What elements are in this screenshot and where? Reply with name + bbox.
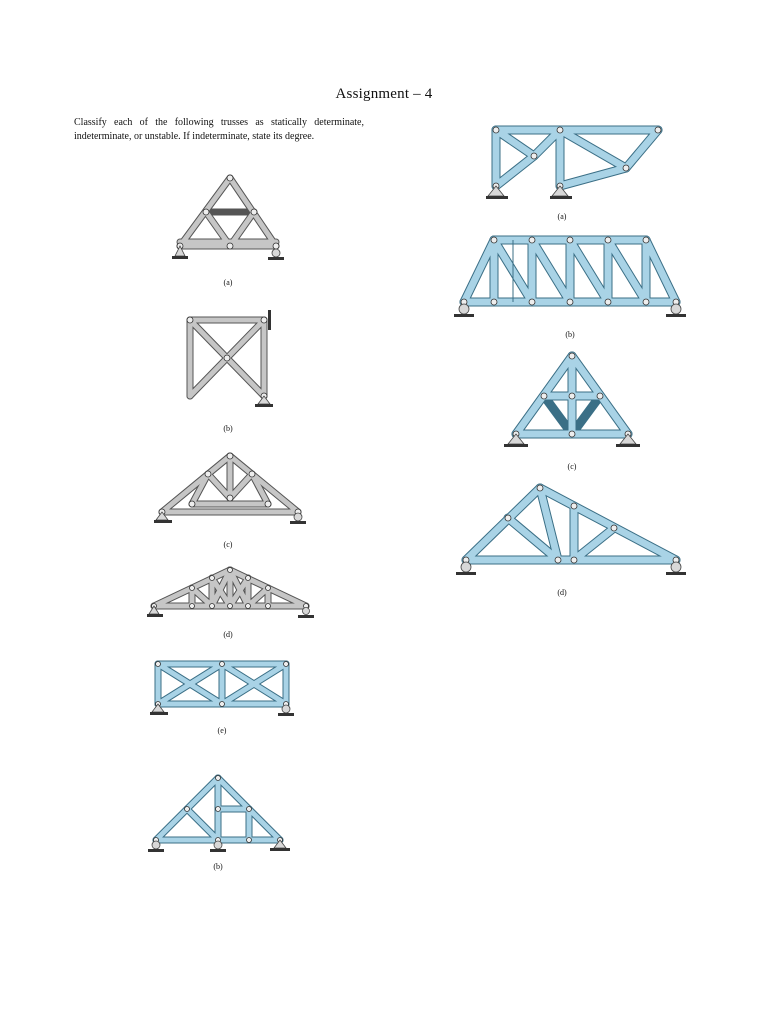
figure-caption: (d) xyxy=(557,588,567,597)
truss-figure-right-a xyxy=(482,120,670,202)
figure-caption: (e) xyxy=(217,726,227,735)
page-title: Assignment – 4 xyxy=(335,86,433,102)
figure-caption: (a) xyxy=(223,278,233,287)
truss-figure-left-a xyxy=(168,170,292,260)
truss-figure-right-b xyxy=(450,228,690,320)
truss-figure-left-e xyxy=(148,654,296,718)
truss-figure-left-b xyxy=(176,310,280,410)
figure-caption: (c) xyxy=(223,540,233,549)
figure-caption: (b) xyxy=(565,330,575,339)
figure-caption: (d) xyxy=(223,630,233,639)
figure-caption: (b) xyxy=(213,862,223,871)
truss-figure-right-d xyxy=(454,476,692,580)
truss-figure-left-d xyxy=(146,564,314,622)
figure-caption: (c) xyxy=(567,462,577,471)
truss-figure-left-b2 xyxy=(146,768,294,856)
figure-caption: (a) xyxy=(557,212,567,221)
truss-figure-right-c xyxy=(500,346,646,450)
instructions-text: Classify each of the following trusses as statically determinate, indeterminate, or unstable. If indeterminate, state its degree. xyxy=(74,117,364,142)
truss-figure-left-c xyxy=(152,448,308,528)
figure-caption: (b) xyxy=(223,424,233,433)
